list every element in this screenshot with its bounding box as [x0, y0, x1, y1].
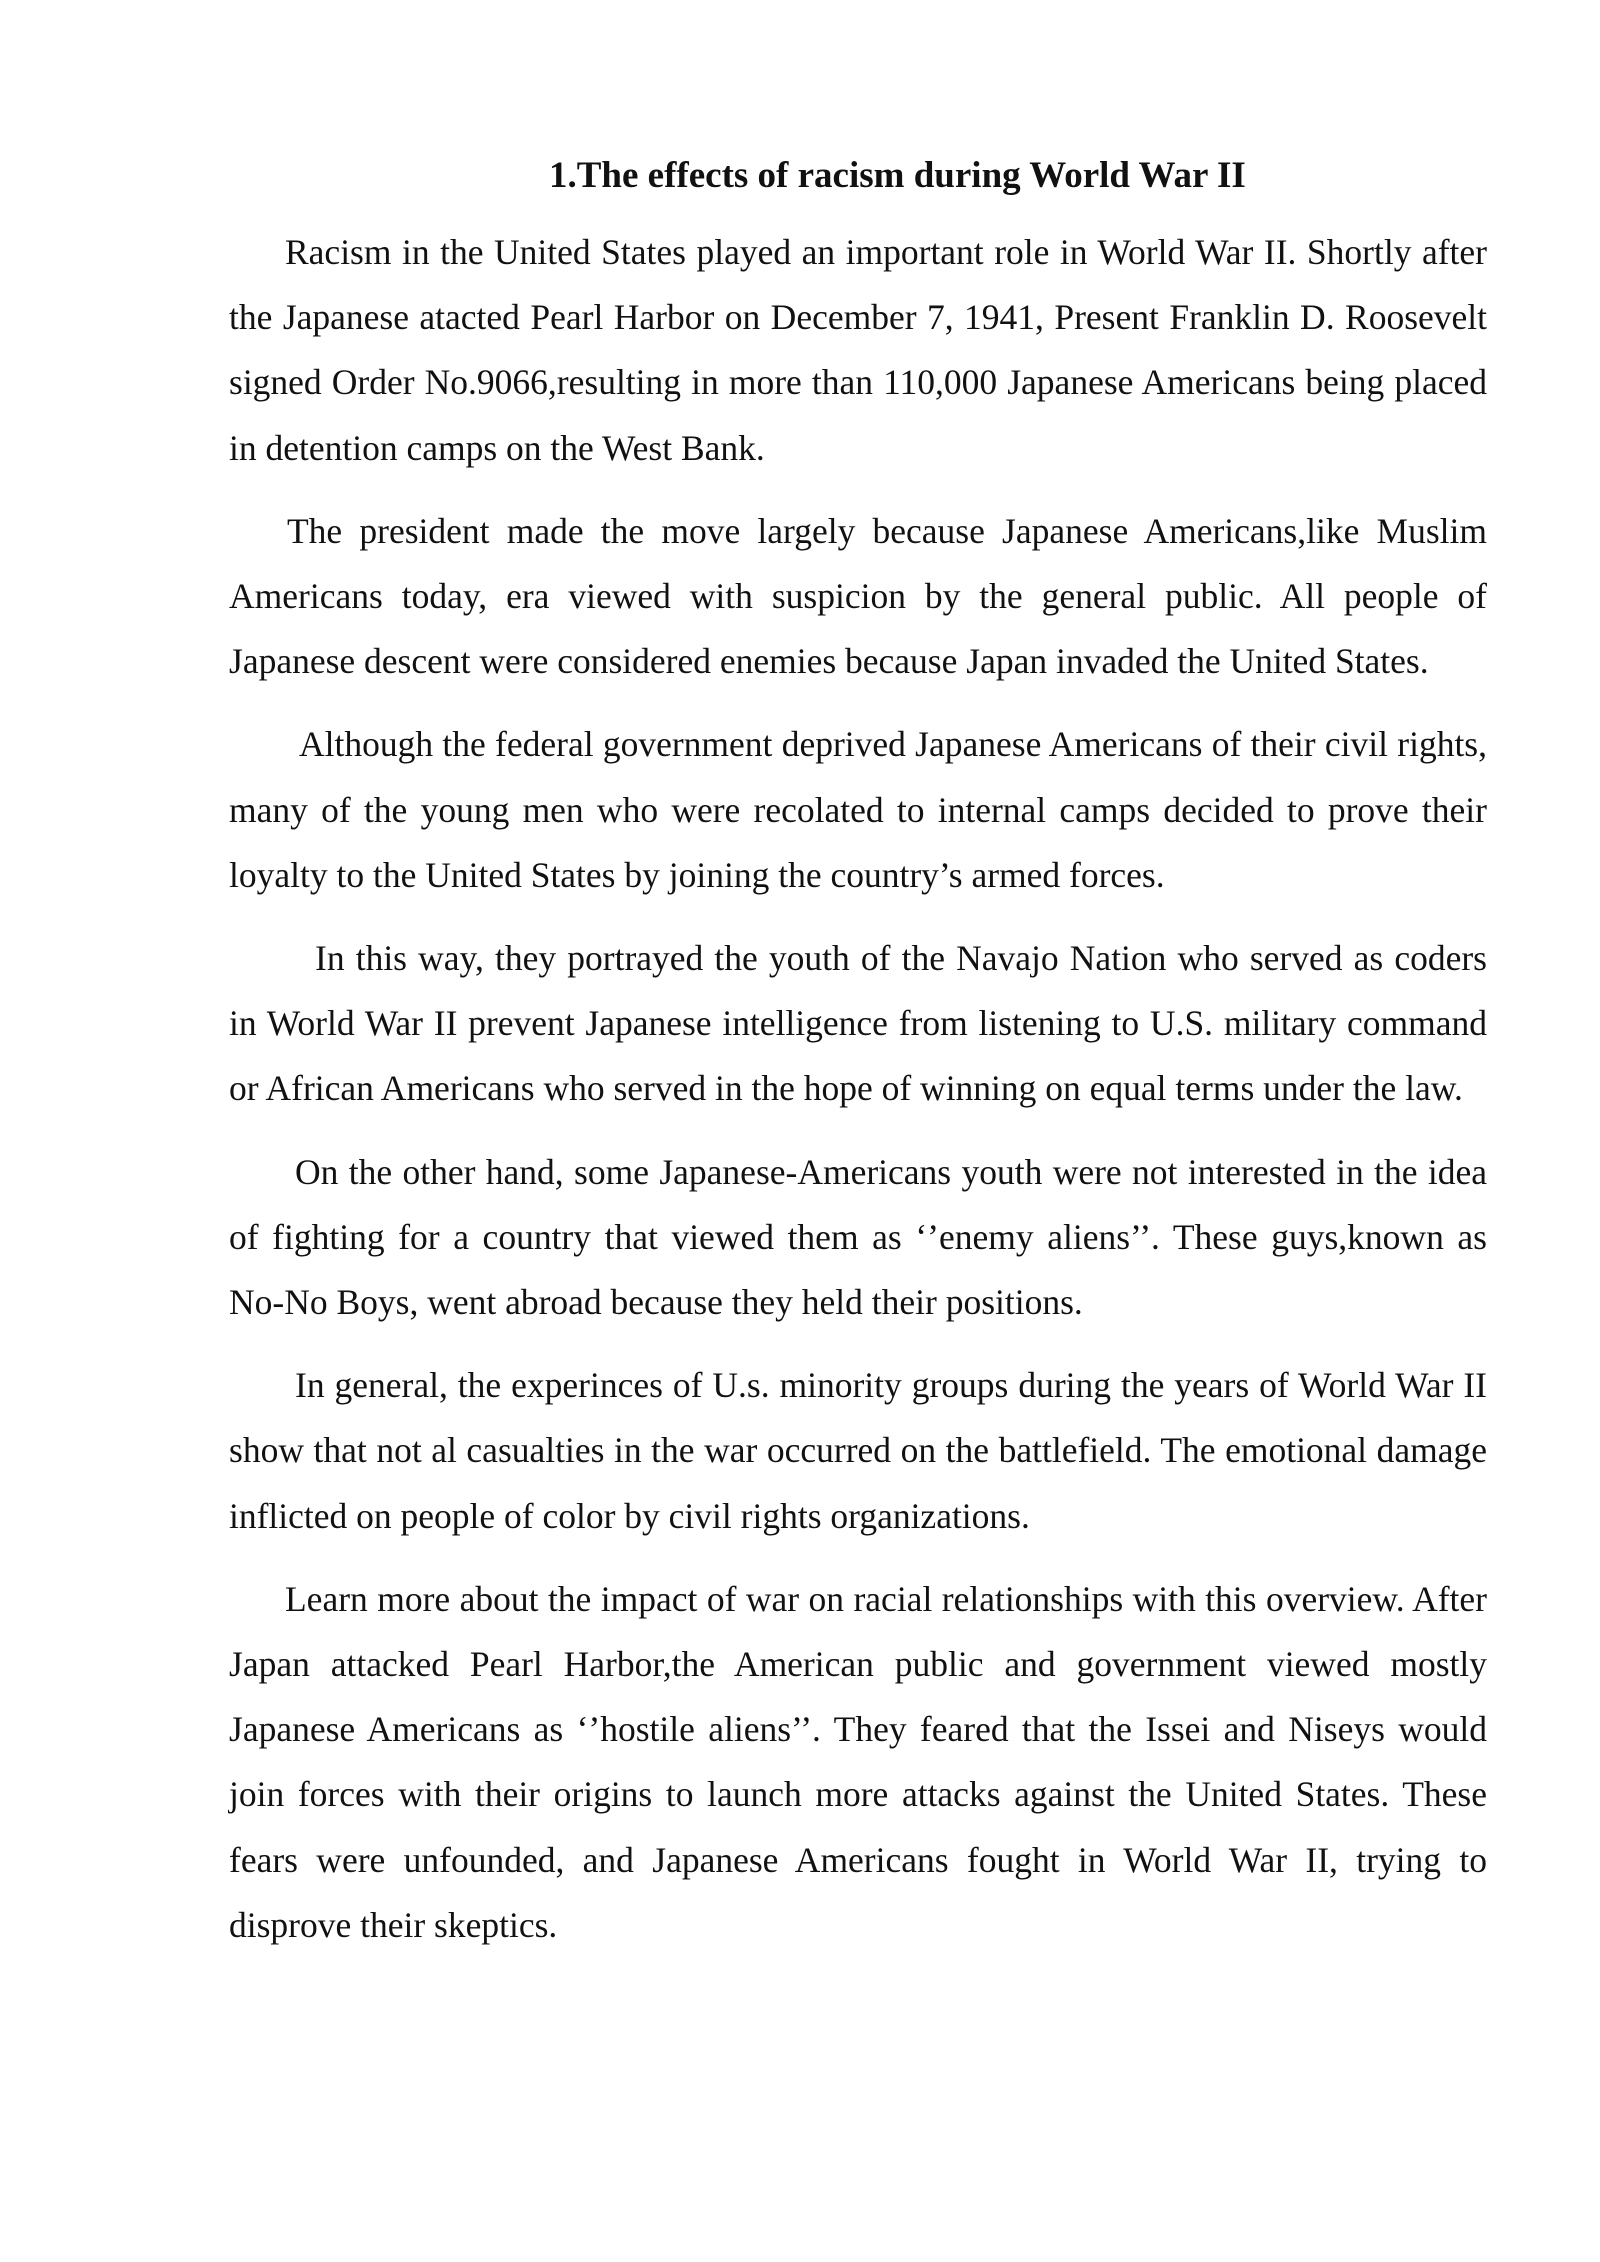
paragraph-7: Learn more about the impact of war on racial relationships with this overview. After Japan attacked Pearl Harbor,the American public and government viewed mostly Japanese Americans as ‘’hostile aliens’’. They feared that the Issei and Niseys would join forces with their origins to launch more attacks against the United States. These fears were unfounded, and Japanese Americans fought in World War II, trying to disprove their skeptics. — [229, 1578, 1487, 1945]
paragraph-6: In general, the experinces of U.s. minority groups during the years of World War II show that not al casualties in the war occurred on the battlefield. The emotional damage inflicted on people of color by civil rights organizations. — [229, 1365, 1487, 1536]
paragraph-4: In this way, they portrayed the youth of the Navajo Nation who served as coders in World War II prevent Japanese intelligence from listening to U.S. military command or African Americans who served in the hope of winning on equal terms under the law. — [229, 938, 1487, 1109]
paragraph-2: The president made the move largely because Japanese Americans,like Muslim Americans today, era viewed with suspicion by the general public. All people of Japanese descent were considered enemies because Japan invaded the United States. — [229, 510, 1487, 682]
paragraph-5: On the other hand, some Japanese-Americans youth were not interested in the idea of fighting for a country that viewed them as ‘’enemy aliens’’. These guys,known as No-No Boys, went abroad because they held their positions. — [229, 1151, 1487, 1323]
paragraph-3: Although the federal government deprived Japanese Americans of their civil rights, many of the young men who were recolated to internal camps decided to prove their loyalty to the United States by joining the country’s armed forces. — [229, 724, 1487, 895]
document-title: 1.The effects of racism during World War II — [549, 155, 1246, 196]
paragraph-1: Racism in the United States played an important role in World War II. Shortly after the Japanese atacted Pearl Harbor on December 7, 1941, Present Franklin D. Roosevelt signed Order No.9066,resulting in more than 110,000 Japanese Americans being placed in detention camps on the West Bank. — [229, 232, 1487, 468]
document-body — [229, 150, 1487, 1958]
